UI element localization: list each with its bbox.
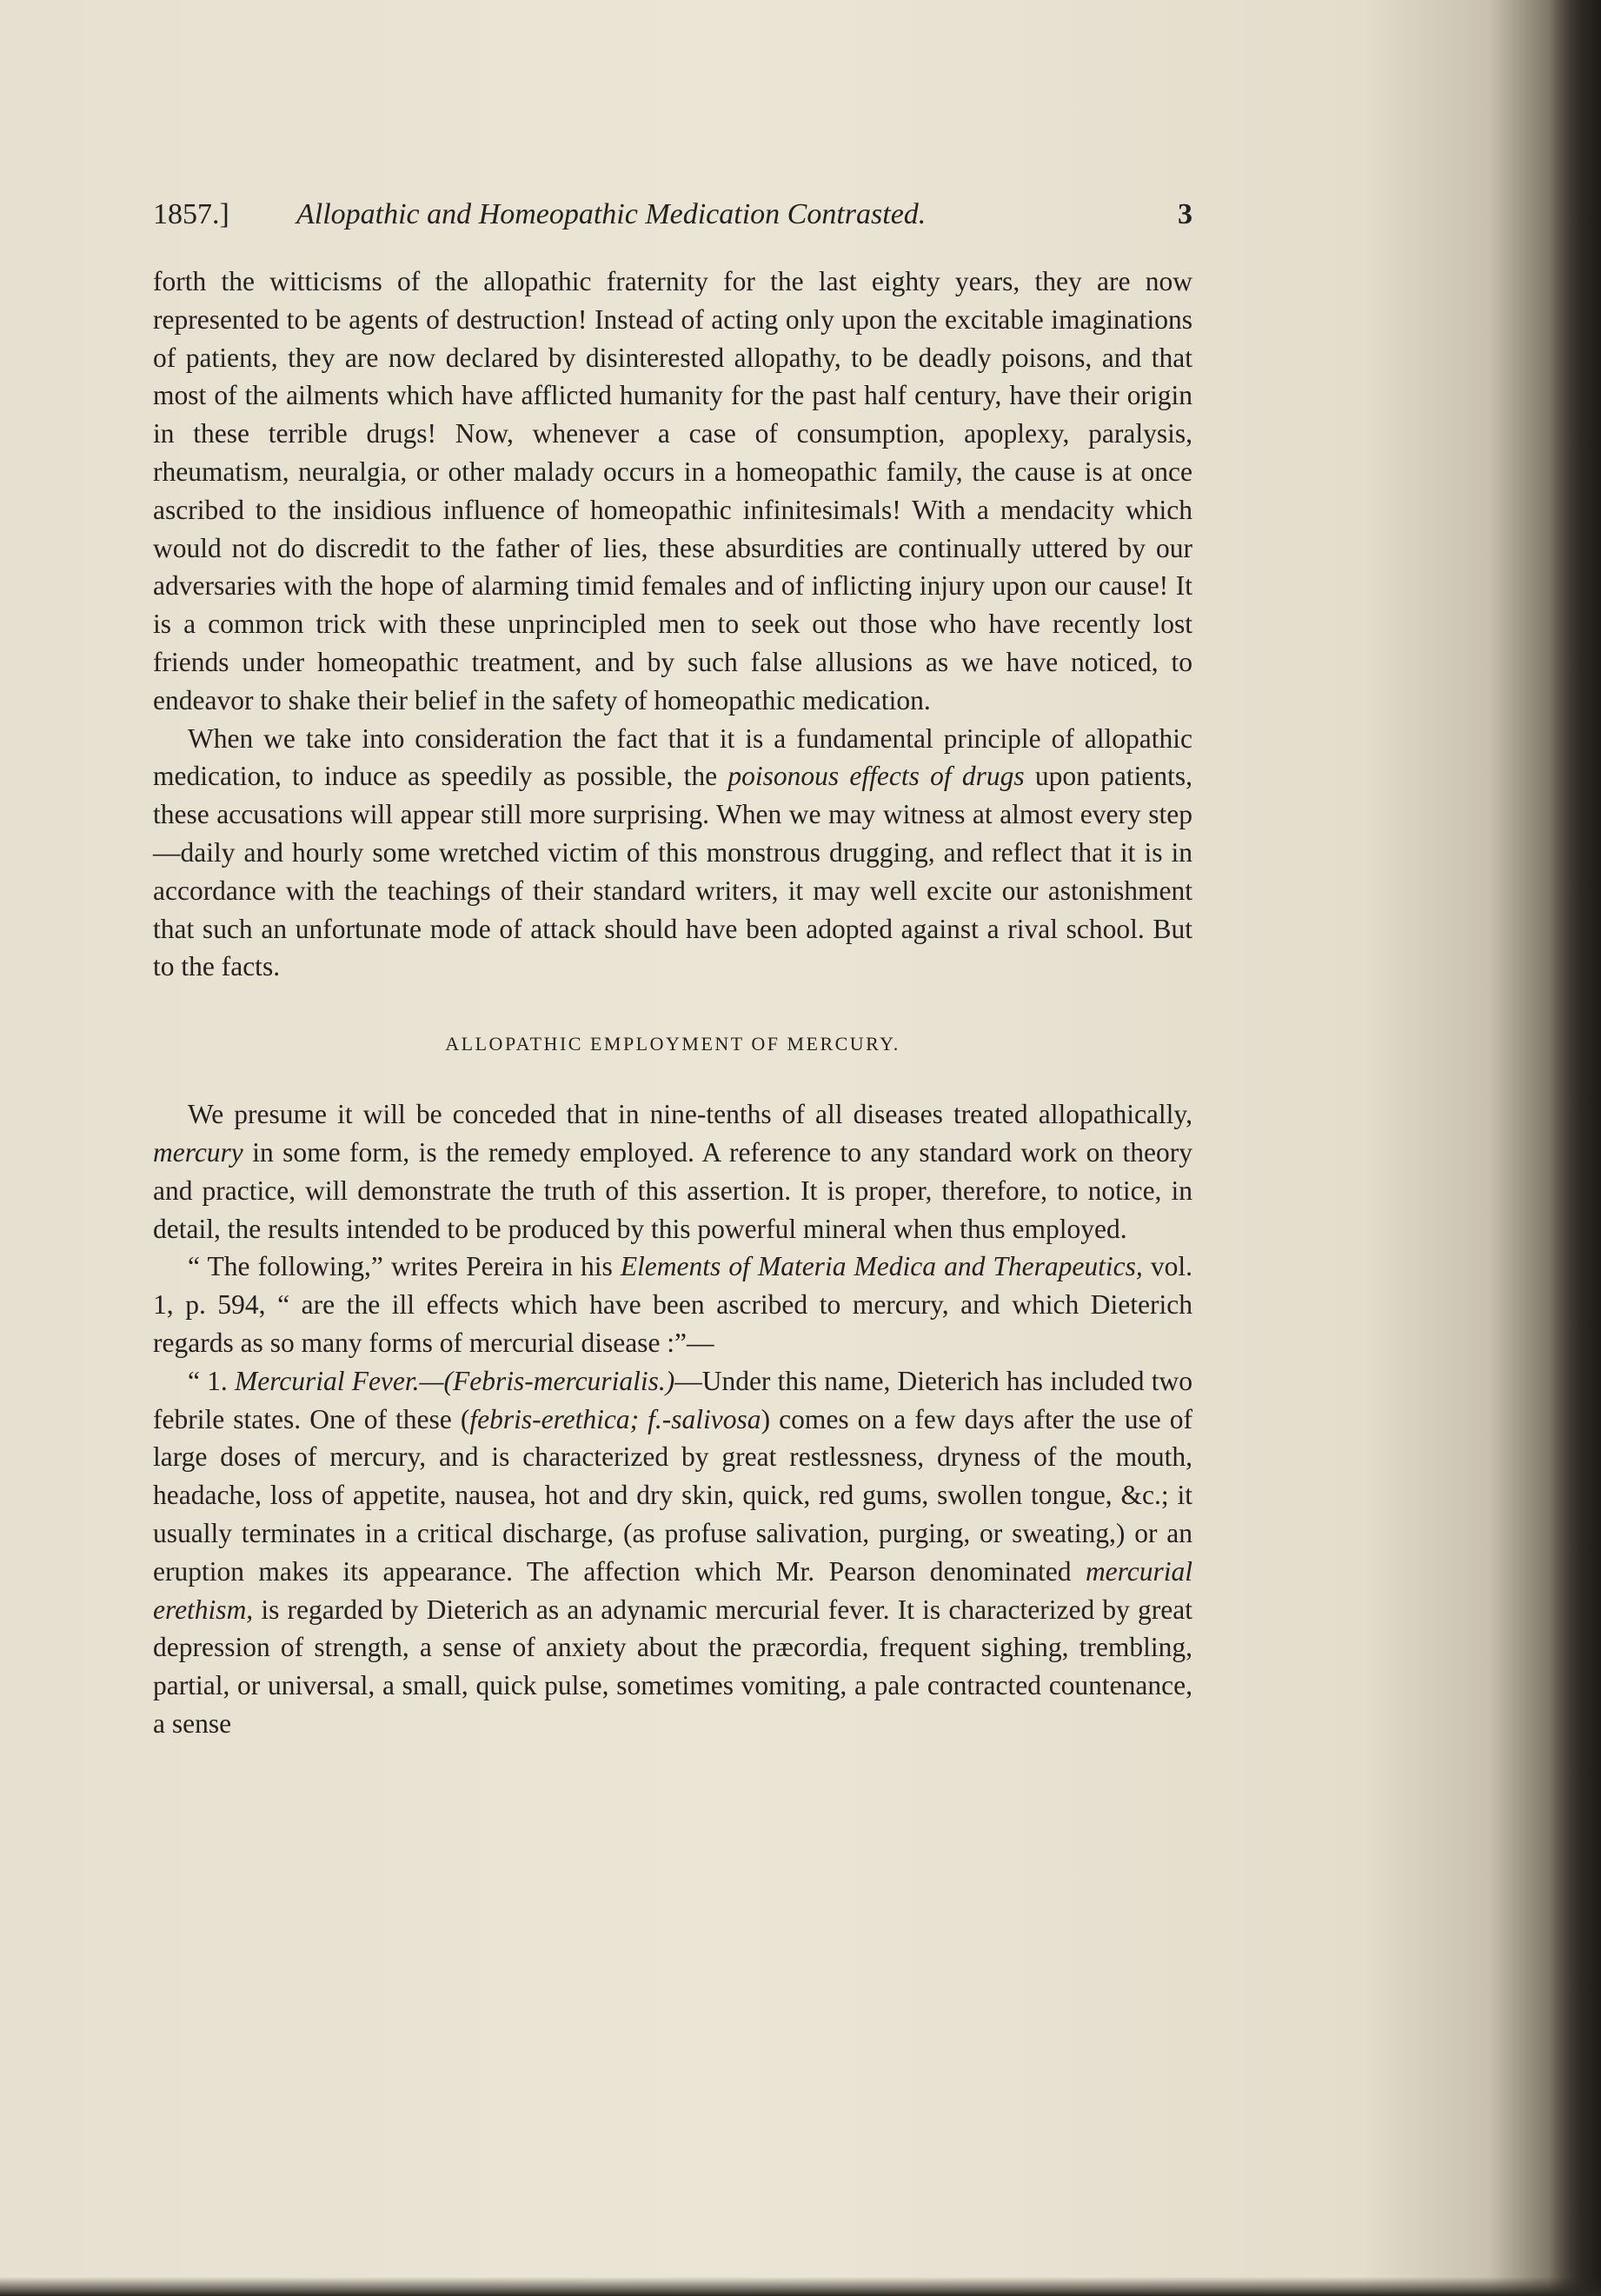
- page-bottom-edge: [0, 2277, 1601, 2296]
- paragraph-2-text-c: upon patients, these accusations will appear still more surprising. When we may witness at almost every step—daily and hourly some wretched victim of this monstrous drugging, and reflect that it is in accordance with the teachings of their standard writers, it may well excite our astonishment that such an unfortunate mode of attack should have been adopted against a rival school. But to the facts.: [153, 761, 1192, 982]
- running-header: [153, 198, 1192, 250]
- paragraph-4-text-c: vol. 1, p. 594, “ are the ill effects which have been ascribed to mercury, and which Dieterich regards as so many forms of mercurial disease :”—: [153, 1251, 1192, 1358]
- paragraph-3-italic-mercury: mercury: [153, 1136, 243, 1168]
- paragraph-5-text-c: —Under this name, Dieterich has included two febrile states. One of these (: [153, 1365, 1192, 1434]
- paragraph-5-italic-mercurial-erethism: mercurial erethism,: [153, 1555, 1192, 1625]
- paragraph-4: [153, 1248, 1192, 1361]
- paragraph-5-text-e: ) comes on a few days after the use of large doses of mercury, and is characterized by great restlessness, dryness of the mouth, headache, loss of appetite, nausea, hot and dry skin, quick, red gums, swollen tongue, &c.; it usually terminates in a critical discharge, (as profuse salivation, purging, or sweating,) or an eruption makes its appearance. The affection which Mr. Pearson denominated: [153, 1403, 1192, 1587]
- paragraph-5-italic-mercurial-fever: Mercurial Fever.—(Febris-mercurialis.): [234, 1365, 675, 1396]
- paragraph-4-text-a: “ The following,” writes Pereira in his: [188, 1251, 621, 1282]
- paragraph-3-text-c: in some form, is the remedy employed. A reference to any standard work on theory and practice, will demonstrate the truth of this assertion. It is proper, therefore, to notice, in detail, the results intended to be produced by this powerful mineral when thus employed.: [153, 1136, 1192, 1244]
- paragraph-2-text-a: When we take into consideration the fact that it is a fundamental principle of allopathic medication, to induce as speedily as possible, the: [153, 722, 1192, 792]
- page-content: [153, 198, 1192, 1743]
- paragraph-4-italic-book-title: Elements of Materia Medica and Therapeutics,: [620, 1251, 1143, 1282]
- paragraph-5-italic-febris-erethica: febris-erethica; f.-salivosa: [469, 1403, 761, 1434]
- binding-gutter-shadow: [1549, 0, 1601, 2296]
- page-number: 3: [1178, 198, 1192, 230]
- running-title: Allopathic and Homeopathic Medication Contrasted.: [296, 198, 927, 230]
- paragraph-2: [153, 720, 1192, 987]
- paragraph-5: [153, 1362, 1192, 1743]
- paragraph-3: [153, 1095, 1192, 1248]
- paragraph-2-italic-poisonous-effects: poisonous effects of drugs: [727, 761, 1025, 792]
- paragraph-1: forth the witticisms of the allopathic fraternity for the last eighty years, they are now represented to be agents of destruction! Instead of acting only upon the excitable imaginations of patients, they are now declared by disinterested allopathy, to be deadly poisons, and that most of the ailments which have afflicted humanity for the past half century, have their origin in these terrible drugs! Now, whenever a case of consumption, apoplexy, paralysis, rheumatism, neuralgia, or other malady occurs in a homeopathic family, the cause is at once ascribed to the insidious influence of homeopathic infinitesimals! With a mendacity which would not do discredit to the father of lies, these absurdities are continually uttered by our adversaries with the hope of alarming timid females and of inflicting injury upon our cause! It is a common trick with these unprincipled men to seek out those who have recently lost friends under homeopathic treatment, and by such false allusions as we have noticed, to endeavor to shake their belief in the safety of homeopathic medication.: [153, 266, 1192, 715]
- paragraph-5-text-a: “ 1.: [188, 1365, 235, 1396]
- paragraph-3-text-a: We presume it will be conceded that in nine-tenths of all diseases treated allopathically,: [188, 1099, 1192, 1130]
- header-year: 1857.]: [153, 198, 229, 230]
- section-heading: ALLOPATHIC EMPLOYMENT OF MERCURY.: [445, 1033, 900, 1055]
- paragraph-5-text-g: is regarded by Dieterich as an adynamic mercurial fever. It is characterized by great depression of strength, a sense of anxiety about the præcordia, frequent sighing, trembling, partial, or universal, a small, quick pulse, sometimes vomiting, a pale contracted countenance, a sense: [153, 1594, 1192, 1739]
